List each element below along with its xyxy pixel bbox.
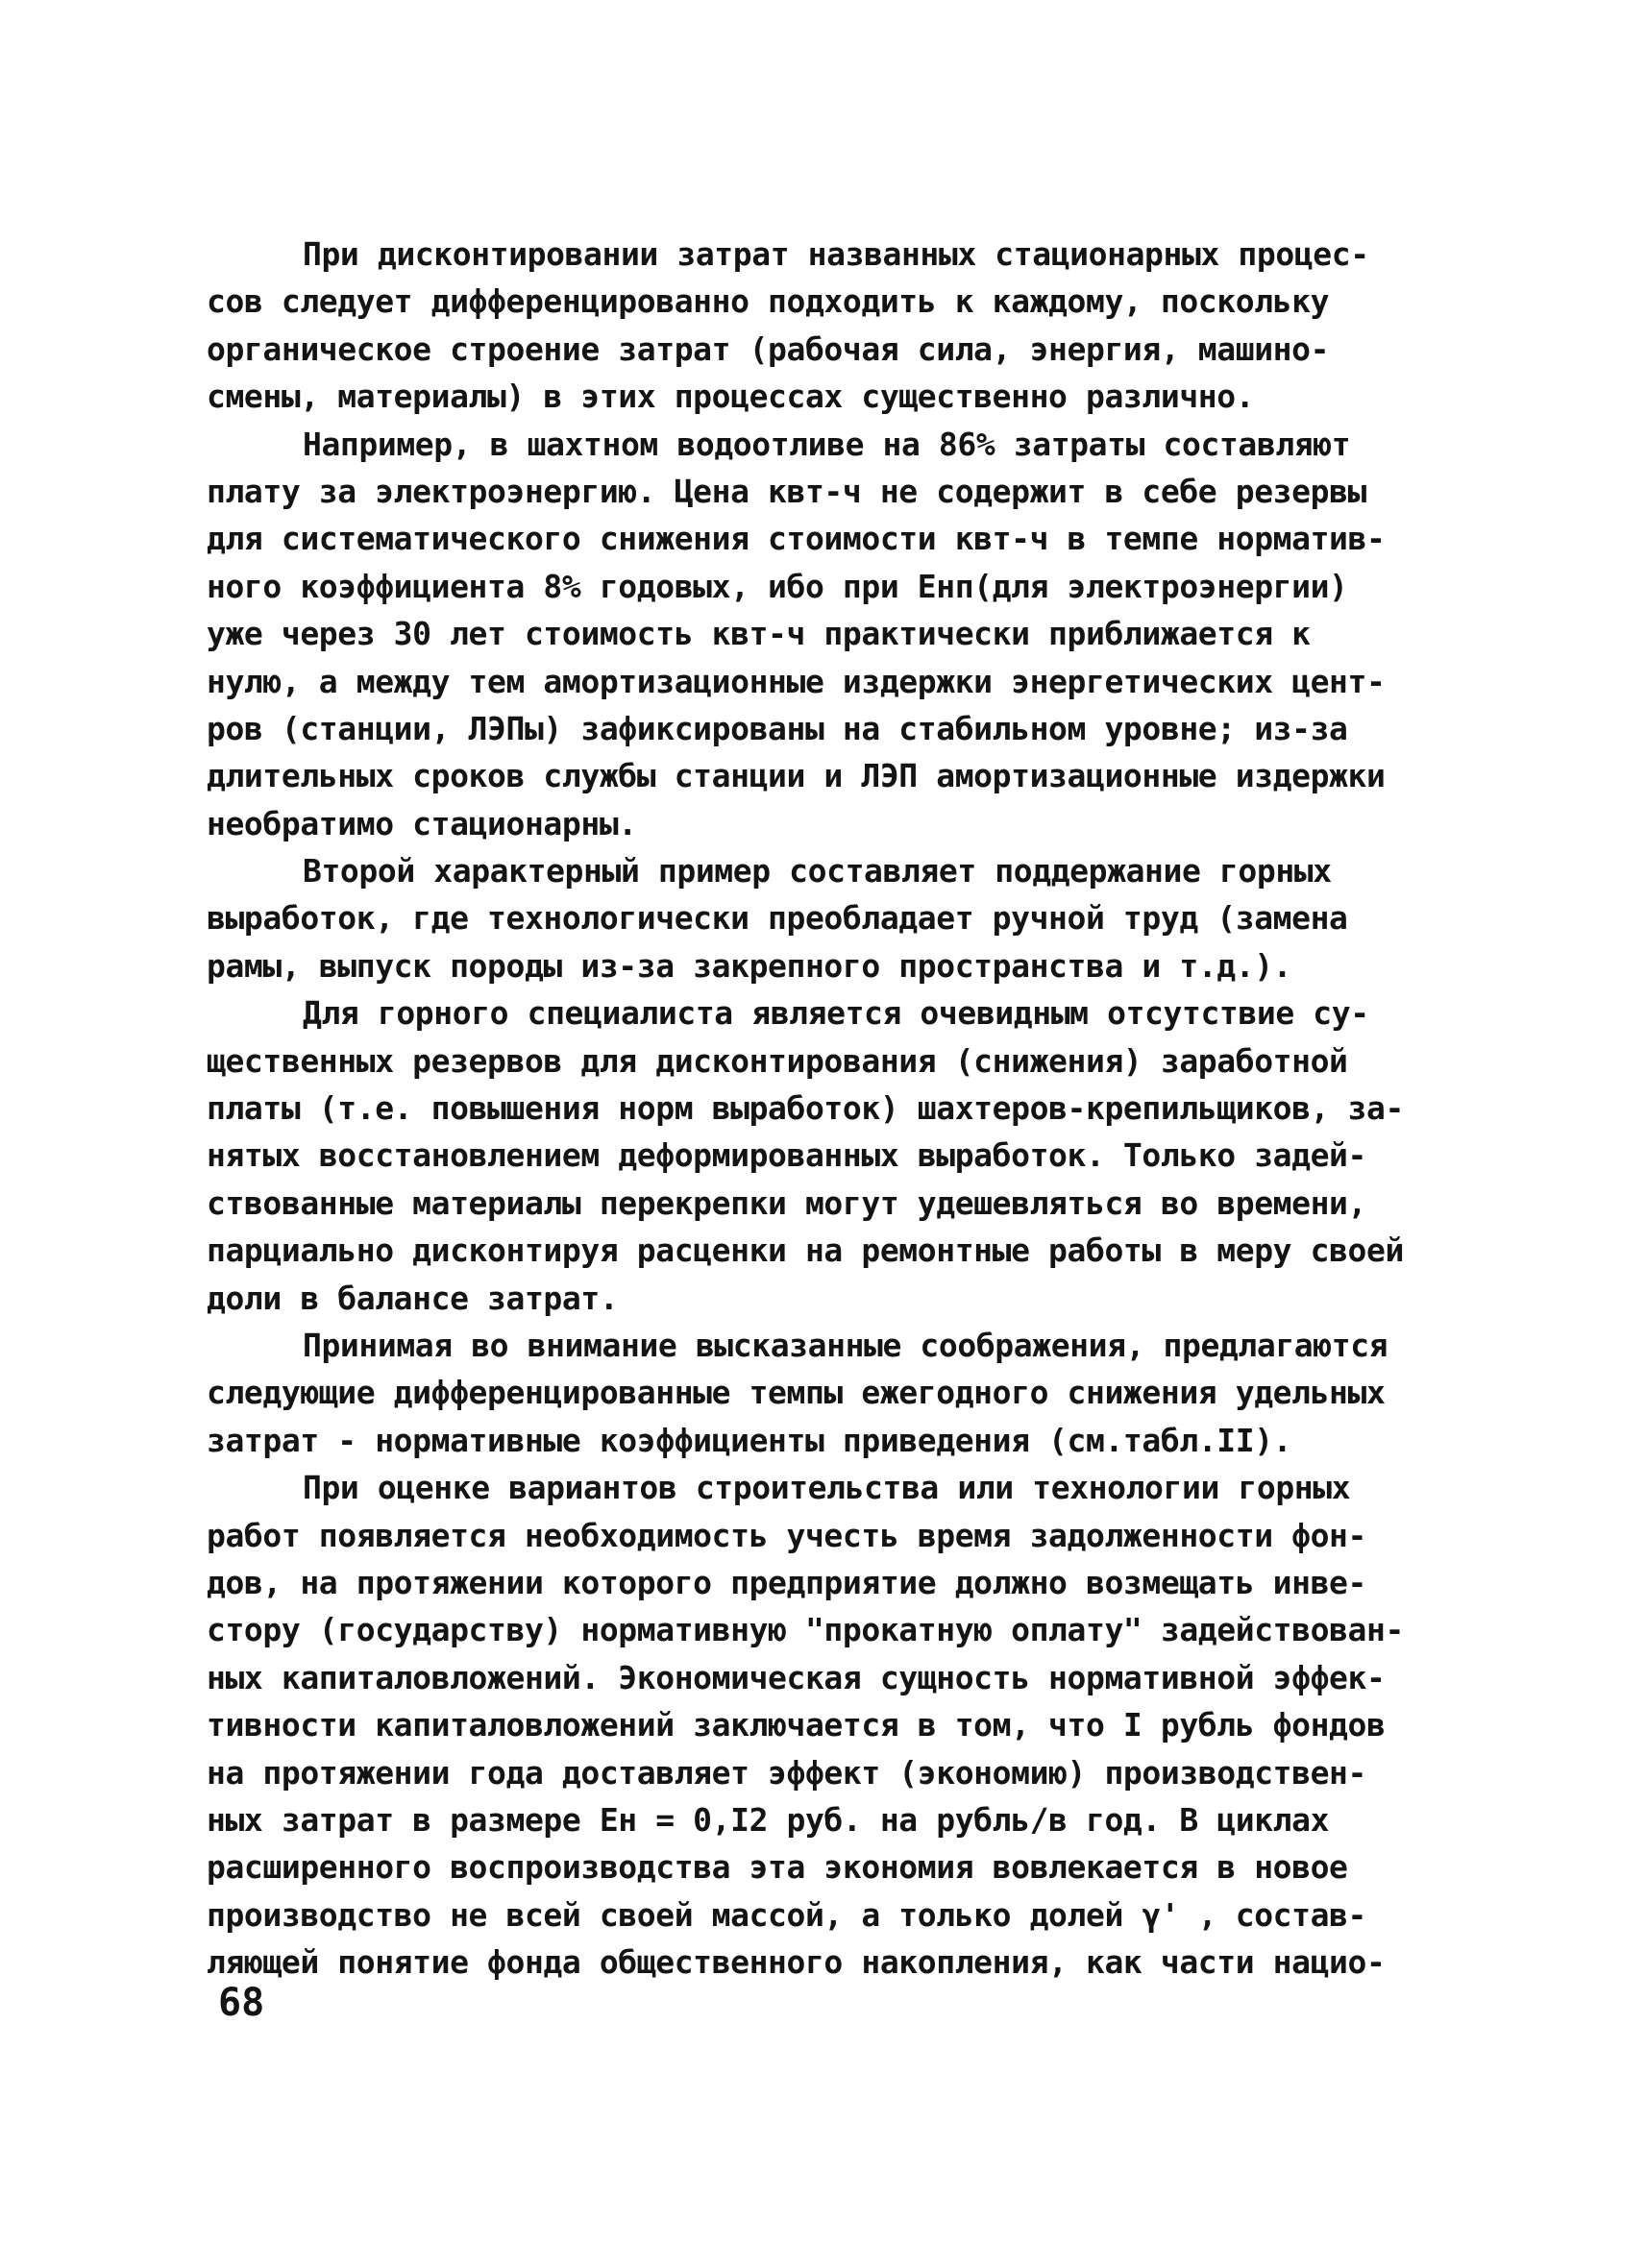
text-line: стору (государству) нормативную "прокатную оплату" задействован- — [207, 1611, 1404, 1649]
text-line: дов, на протяжении которого предприятие должно возмещать инве- — [207, 1563, 1366, 1601]
text-line: Второй характерный пример составляет поддержание горных — [303, 852, 1332, 890]
paragraph-dewatering-example — [207, 421, 1456, 848]
text-line: необратимо стационарны. — [207, 804, 637, 842]
text-line: смены, материалы) в этих процессах существенно различно. — [207, 378, 1255, 416]
paragraph-investment-efficiency — [207, 1464, 1456, 1986]
text-line: длительных сроков службы станции и ЛЭП амортизационные издержки — [207, 757, 1386, 795]
text-line: уже через 30 лет стоимость квт-ч практически приближается к — [207, 615, 1311, 653]
text-line: производство не всей своей массой, а только долей γ' , состав- — [207, 1895, 1366, 1934]
text-line: ного коэффициента 8% годовых, ибо при Енп(для электроэнергии) — [207, 567, 1348, 605]
text-line: ствованные материалы перекрепки могут удешевляться во времени, — [207, 1183, 1366, 1222]
text-line: тивности капиталовложений заключается в том, что I рубль фондов — [207, 1706, 1386, 1744]
text-line: на протяжении года доставляет эффект (экономию) производствен- — [207, 1753, 1366, 1792]
paragraph-mining-specialist — [207, 989, 1456, 1322]
text-line: доли в балансе затрат. — [207, 1279, 619, 1317]
page-number: 68 — [218, 1981, 265, 2025]
text-line: ляющей понятие фонда общественного накопления, как части нацио- — [207, 1943, 1386, 1982]
text-line: расширенного воспроизводства эта экономия вовлекается в новое — [207, 1848, 1348, 1887]
paragraph-proposed-rates — [207, 1322, 1456, 1464]
text-line: При оценке вариантов строительства или технологии горных — [303, 1469, 1351, 1507]
text-line: Например, в шахтном водоотливе на 86% затраты составляют — [303, 425, 1351, 463]
paragraph-second-example — [207, 847, 1456, 989]
text-line: выработок, где технологически преобладает ручной труд (замена — [207, 899, 1348, 938]
text-line: Для горного специалиста является очевидным отсутствие су- — [303, 994, 1369, 1033]
text-line: щественных резервов для дисконтирования (снижения) заработной — [207, 1041, 1348, 1080]
text-line: рамы, выпуск породы из-за закрепного пространства и т.д.). — [207, 946, 1292, 985]
text-line: органическое строение затрат (рабочая сила, энергия, машино- — [207, 329, 1330, 368]
text-line: При дисконтировании затрат названных стационарных процес- — [303, 235, 1369, 273]
text-line: для систематического снижения стоимости квт-ч в темпе норматив- — [207, 520, 1386, 558]
text-line: сов следует дифференцированно подходить к каждому, поскольку — [207, 282, 1330, 321]
text-line: платы (т.е. повышения норм выработок) шахтеров-крепильщиков, за- — [207, 1089, 1404, 1128]
text-line: ров (станции, ЛЭПы) зафиксированы на стабильном уровне; из-за — [207, 709, 1348, 747]
body-text — [207, 231, 1456, 1986]
text-line: нятых восстановлением деформированных выработок. Только задей- — [207, 1136, 1366, 1175]
text-line: нулю, а между тем амортизационные издержки энергетических цент- — [207, 662, 1386, 700]
text-line: следующие дифференцированные темпы ежегодного снижения удельных — [207, 1374, 1386, 1412]
text-line: работ появляется необходимость учесть время задолженности фон- — [207, 1516, 1366, 1554]
paragraph-discounting — [207, 231, 1456, 421]
text-line: ных затрат в размере Eн = 0,I2 руб. на рубль/в год. В циклах — [207, 1800, 1330, 1839]
text-line: плату за электроэнергию. Цена квт-ч не содержит в себе резервы — [207, 472, 1366, 510]
text-line: парциально дисконтируя расценки на ремонтные работы в меру своей — [207, 1232, 1404, 1270]
text-line: Принимая во внимание высказанные соображения, предлагаются — [303, 1326, 1388, 1364]
text-line: затрат - нормативные коэффициенты приведения (см.табл.II). — [207, 1421, 1292, 1459]
text-line: ных капиталовложений. Экономическая сущность нормативной эффек- — [207, 1658, 1386, 1696]
